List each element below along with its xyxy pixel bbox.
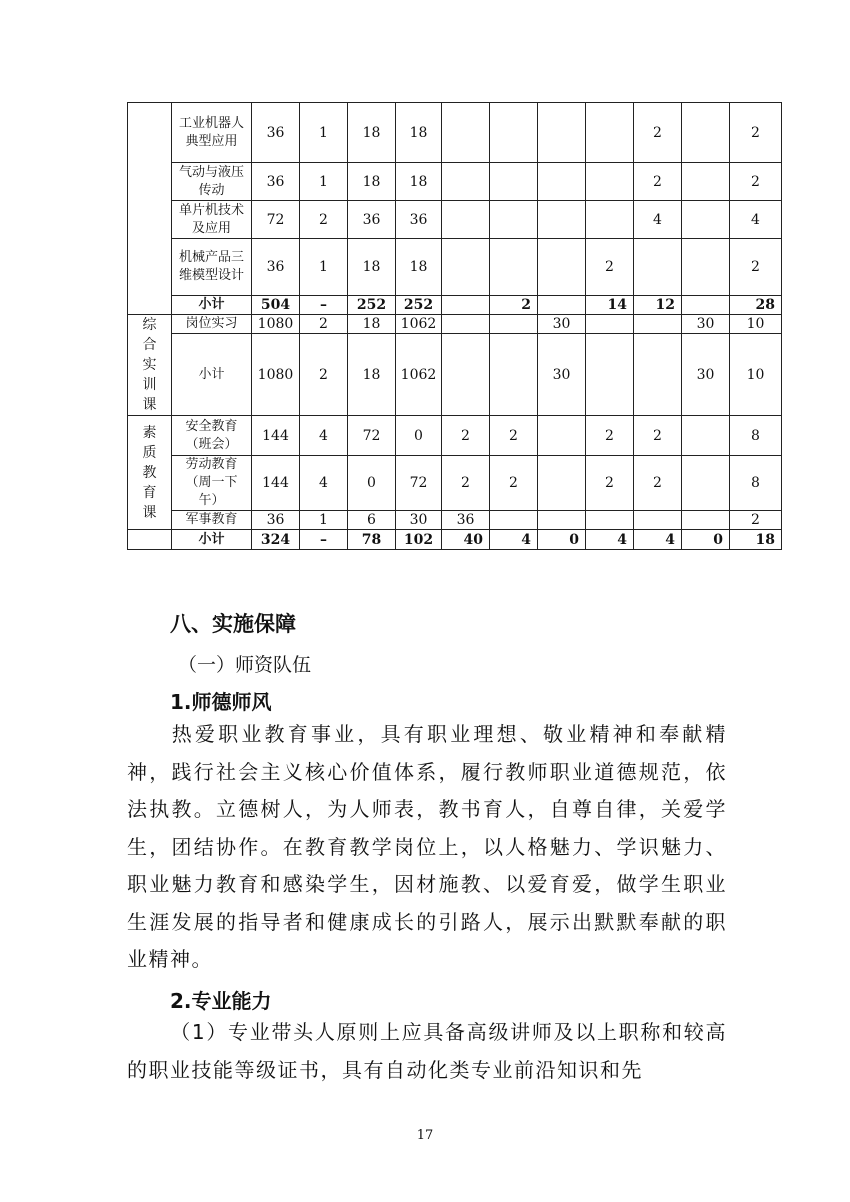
value-cell: 0 xyxy=(538,530,586,550)
course-name-cell: 气动与液压传动 xyxy=(172,163,252,201)
value-cell: 4 xyxy=(300,416,348,456)
value-cell xyxy=(442,239,490,296)
value-cell: 36 xyxy=(252,103,300,163)
value-cell xyxy=(442,334,490,416)
value-cell: 1080 xyxy=(252,315,300,334)
value-cell: 1 xyxy=(300,239,348,296)
value-cell xyxy=(634,511,682,530)
value-cell: 4 xyxy=(490,530,538,550)
table-row xyxy=(128,416,782,456)
table-row xyxy=(128,315,782,334)
value-cell: 2 xyxy=(442,416,490,456)
value-cell: 2 xyxy=(586,456,634,511)
value-cell: 18 xyxy=(396,239,442,296)
value-cell: 28 xyxy=(730,296,782,315)
value-cell: 1062 xyxy=(396,315,442,334)
value-cell xyxy=(490,201,538,239)
value-cell xyxy=(586,201,634,239)
value-cell: 36 xyxy=(252,163,300,201)
value-cell xyxy=(586,163,634,201)
value-cell: 1062 xyxy=(396,334,442,416)
value-cell: 2 xyxy=(730,163,782,201)
value-cell: 2 xyxy=(730,103,782,163)
value-cell: 30 xyxy=(396,511,442,530)
paragraph-teacher-ethics: 热爱职业教育事业，具有职业理想、敬业精神和奉献精神，践行社会主义核心价值体系，履行教师职业道德规范，依法执教。立德树人，为人师表，教书育人，自尊自律，关爱学生，团结协作。在教育教学岗位上，以人格魅力、学识魅力、职业魅力教育和感染学生，因材施教、以爱育爱，做学生职业生涯发展的指导者和健康成长的引路人，展示出默默奉献的职业精神。 xyxy=(127,722,727,971)
value-cell xyxy=(442,201,490,239)
value-cell: 2 xyxy=(300,334,348,416)
value-cell xyxy=(538,416,586,456)
value-cell: 8 xyxy=(730,456,782,511)
value-cell: 0 xyxy=(682,530,730,550)
value-cell: 144 xyxy=(252,456,300,511)
value-cell: 102 xyxy=(396,530,442,550)
value-cell xyxy=(442,315,490,334)
value-cell: 18 xyxy=(348,163,396,201)
value-cell: 504 xyxy=(252,296,300,315)
value-cell: 36 xyxy=(252,239,300,296)
section-heading-implementation: 八、实施保障 xyxy=(170,612,296,636)
value-cell: 2 xyxy=(634,163,682,201)
value-cell: 2 xyxy=(634,456,682,511)
value-cell: – xyxy=(300,530,348,550)
value-cell: 18 xyxy=(348,239,396,296)
value-cell: 8 xyxy=(730,416,782,456)
value-cell: – xyxy=(300,296,348,315)
value-cell: 2 xyxy=(490,456,538,511)
value-cell xyxy=(682,296,730,315)
course-name-cell: 工业机器人典型应用 xyxy=(172,103,252,163)
value-cell xyxy=(682,103,730,163)
value-cell xyxy=(682,511,730,530)
course-name-cell: 单片机技术及应用 xyxy=(172,201,252,239)
value-cell: 36 xyxy=(252,511,300,530)
value-cell xyxy=(442,163,490,201)
value-cell: 0 xyxy=(396,416,442,456)
value-cell: 72 xyxy=(348,416,396,456)
course-name-cell: 小计 xyxy=(172,296,252,315)
value-cell: 36 xyxy=(348,201,396,239)
table-row xyxy=(128,163,782,201)
course-name-cell: 小计 xyxy=(172,530,252,550)
value-cell: 18 xyxy=(396,163,442,201)
value-cell: 2 xyxy=(730,239,782,296)
course-name-cell: 岗位实习 xyxy=(172,315,252,334)
value-cell: 6 xyxy=(348,511,396,530)
table-row xyxy=(128,201,782,239)
value-cell xyxy=(682,456,730,511)
paragraph-professional-ability: （1）专业带头人原则上应具备高级讲师及以上职称和较高的职业技能等级证书，具有自动化类专业前沿知识和先 xyxy=(127,1020,727,1082)
value-cell xyxy=(634,334,682,416)
value-cell xyxy=(490,239,538,296)
course-name-cell: 小计 xyxy=(172,334,252,416)
value-cell: 324 xyxy=(252,530,300,550)
value-cell xyxy=(538,456,586,511)
value-cell: 1 xyxy=(300,103,348,163)
value-cell: 18 xyxy=(348,103,396,163)
value-cell: 30 xyxy=(682,334,730,416)
value-cell: 10 xyxy=(730,334,782,416)
value-cell: 72 xyxy=(252,201,300,239)
heading-teacher-ethics: 1.师德师风 xyxy=(170,690,272,714)
value-cell xyxy=(442,103,490,163)
value-cell: 18 xyxy=(396,103,442,163)
value-cell xyxy=(586,511,634,530)
value-cell: 2 xyxy=(490,416,538,456)
value-cell xyxy=(682,163,730,201)
value-cell: 4 xyxy=(634,201,682,239)
value-cell xyxy=(490,315,538,334)
course-name-cell: 劳动教育（周一下午） xyxy=(172,456,252,511)
table-subtotal-row xyxy=(128,530,782,550)
value-cell: 30 xyxy=(682,315,730,334)
value-cell xyxy=(682,201,730,239)
value-cell: 18 xyxy=(730,530,782,550)
value-cell: 2 xyxy=(300,201,348,239)
value-cell xyxy=(634,239,682,296)
course-name-cell: 军事教育 xyxy=(172,511,252,530)
value-cell xyxy=(538,511,586,530)
category-cell: 综合实训课 xyxy=(128,315,172,416)
table-subtotal-row xyxy=(128,296,782,315)
table-row xyxy=(128,511,782,530)
value-cell xyxy=(634,315,682,334)
value-cell: 4 xyxy=(586,530,634,550)
value-cell: 2 xyxy=(586,416,634,456)
value-cell xyxy=(490,103,538,163)
heading-professional-ability: 2.专业能力 xyxy=(170,989,272,1013)
page-number: 17 xyxy=(416,1128,434,1143)
category-cell xyxy=(128,530,172,550)
value-cell: 4 xyxy=(634,530,682,550)
value-cell: 252 xyxy=(396,296,442,315)
table-row xyxy=(128,334,782,416)
value-cell: 0 xyxy=(348,456,396,511)
value-cell: 2 xyxy=(300,315,348,334)
value-cell xyxy=(538,201,586,239)
value-cell: 40 xyxy=(442,530,490,550)
value-cell: 2 xyxy=(730,511,782,530)
value-cell: 36 xyxy=(396,201,442,239)
value-cell: 1080 xyxy=(252,334,300,416)
value-cell: 18 xyxy=(348,315,396,334)
value-cell: 78 xyxy=(348,530,396,550)
table-row xyxy=(128,456,782,511)
value-cell xyxy=(538,163,586,201)
value-cell xyxy=(538,103,586,163)
category-cell: 素质教育课 xyxy=(128,416,172,530)
value-cell: 36 xyxy=(442,511,490,530)
value-cell xyxy=(490,511,538,530)
value-cell xyxy=(490,163,538,201)
table-row xyxy=(128,103,782,163)
course-name-cell: 机械产品三维模型设计 xyxy=(172,239,252,296)
course-plan-table xyxy=(127,102,782,550)
value-cell: 2 xyxy=(586,239,634,296)
value-cell: 12 xyxy=(634,296,682,315)
value-cell: 2 xyxy=(442,456,490,511)
value-cell xyxy=(586,315,634,334)
value-cell: 18 xyxy=(348,334,396,416)
value-cell xyxy=(538,296,586,315)
value-cell: 72 xyxy=(396,456,442,511)
value-cell xyxy=(586,334,634,416)
value-cell xyxy=(682,239,730,296)
value-cell: 14 xyxy=(586,296,634,315)
value-cell xyxy=(538,239,586,296)
value-cell xyxy=(442,296,490,315)
value-cell: 1 xyxy=(300,163,348,201)
value-cell: 2 xyxy=(634,416,682,456)
value-cell: 2 xyxy=(634,103,682,163)
value-cell: 2 xyxy=(490,296,538,315)
value-cell: 4 xyxy=(730,201,782,239)
value-cell xyxy=(586,103,634,163)
value-cell: 252 xyxy=(348,296,396,315)
value-cell xyxy=(490,334,538,416)
value-cell: 10 xyxy=(730,315,782,334)
value-cell xyxy=(682,416,730,456)
course-name-cell: 安全教育（班会） xyxy=(172,416,252,456)
table-row xyxy=(128,239,782,296)
subsection-heading-faculty: （一）师资队伍 xyxy=(178,654,312,676)
value-cell: 30 xyxy=(538,334,586,416)
value-cell: 1 xyxy=(300,511,348,530)
category-cell xyxy=(128,103,172,315)
value-cell: 144 xyxy=(252,416,300,456)
value-cell: 4 xyxy=(300,456,348,511)
value-cell: 30 xyxy=(538,315,586,334)
